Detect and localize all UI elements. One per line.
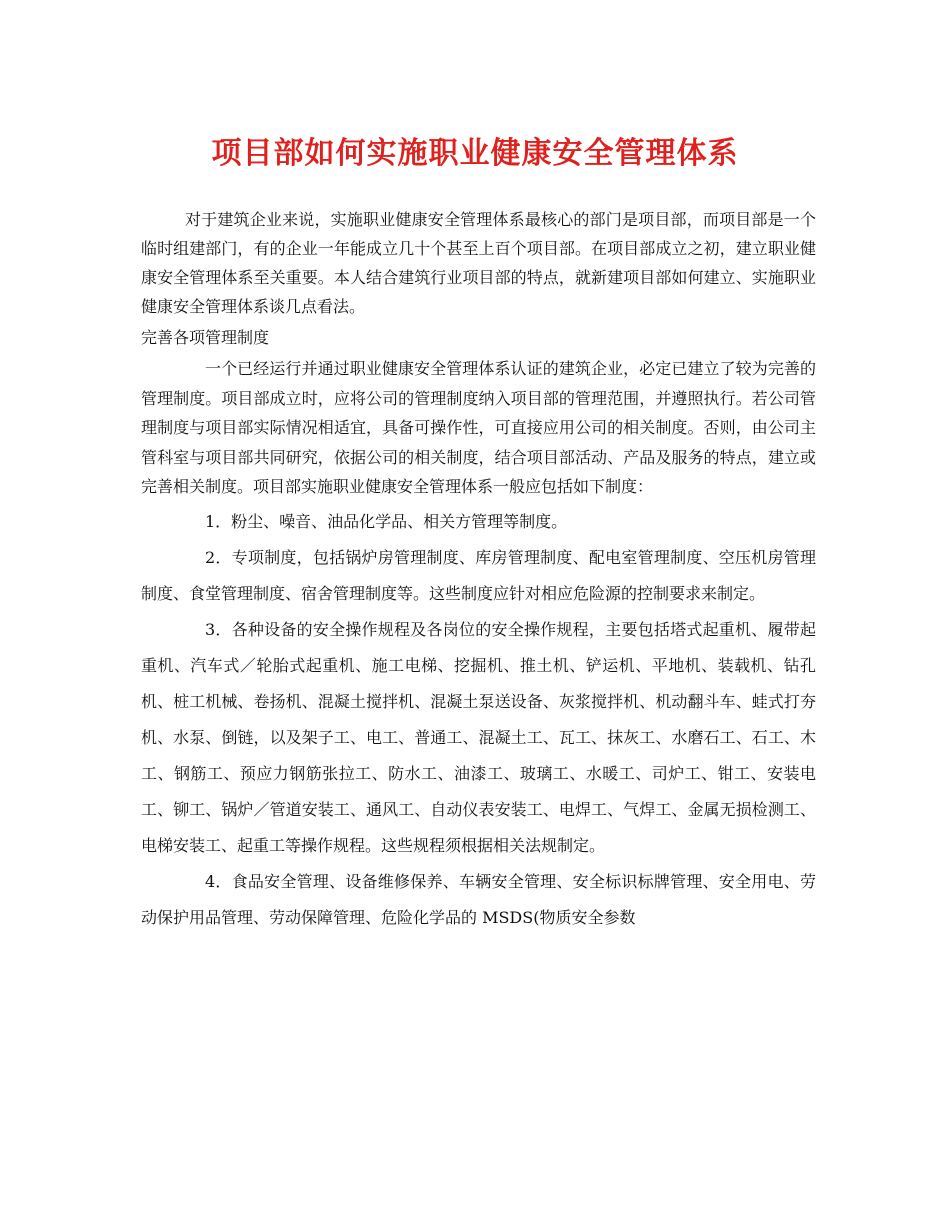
list-item: 2．专项制度，包括锅炉房管理制度、库房管理制度、配电室管理制度、空压机房管理制度、食堂管理制度、宿舍管理制度等。这些制度应针对相应危险源的控制要求来制定。: [141, 547, 816, 603]
section-heading: 完善各项管理制度: [141, 328, 270, 347]
document-body: [141, 205, 816, 936]
list-item: 3．各种设备的安全操作规程及各岗位的安全操作规程，主要包括塔式起重机、履带起重机、汽车式／轮胎式起重机、施工电梯、挖掘机、推土机、铲运机、平地机、装载机、钻孔机、桩工机械、卷扬机、混凝土搅拌机、混凝土泵送设备、灰浆搅拌机、机动翻斗车、蛙式打夯机、水泵、倒链，以及架子工、电工、普通工、混凝土工、瓦工、抹灰工、水磨石工、石工、木工、钢筋工、预应力钢筋张拉工、防水工、油漆工、玻璃工、水暖工、司炉工、钳工、安装电工、铆工、锅炉／管道安装工、通风工、自动仪表安装工、电焊工、气焊工、金属无损检测工、电梯安装工、起重工等操作规程。这些规程须根据相关法规制定。: [141, 619, 816, 855]
section-paragraph: 一个已经运行并通过职业健康安全管理体系认证的建筑企业，必定已建立了较为完善的管理制度。项目部成立时，应将公司的管理制度纳入项目部的管理范围，并遵照执行。若公司管理制度与项目部实际情况相适宜，具备可操作性，可直接应用公司的相关制度。否则，由公司主管科室与项目部共同研究，依据公司的相关制度，结合项目部活动、产品及服务的特点，建立或完善相关制度。项目部实施职业健康安全管理体系一般应包括如下制度：: [141, 359, 816, 496]
list-item: 4．食品安全管理、设备维修保养、车辆安全管理、安全标识标牌管理、安全用电、劳动保护用品管理、劳动保障管理、危险化学品的 MSDS(物质安全参数: [141, 871, 816, 927]
document-title: 项目部如何实施职业健康安全管理体系: [211, 136, 739, 171]
intro-paragraph: 对于建筑企业来说，实施职业健康安全管理体系最核心的部门是项目部，而项目部是一个临时组建部门，有的企业一年能成立几十个甚至上百个项目部。在项目部成立之初，建立职业健康安全管理体系至关重要。本人结合建筑行业项目部的特点，就新建项目部如何建立、实施职业健康安全管理体系谈几点看法。: [141, 210, 816, 316]
list-item: 1．粉尘、噪音、油品化学品、相关方管理等制度。: [205, 511, 568, 531]
